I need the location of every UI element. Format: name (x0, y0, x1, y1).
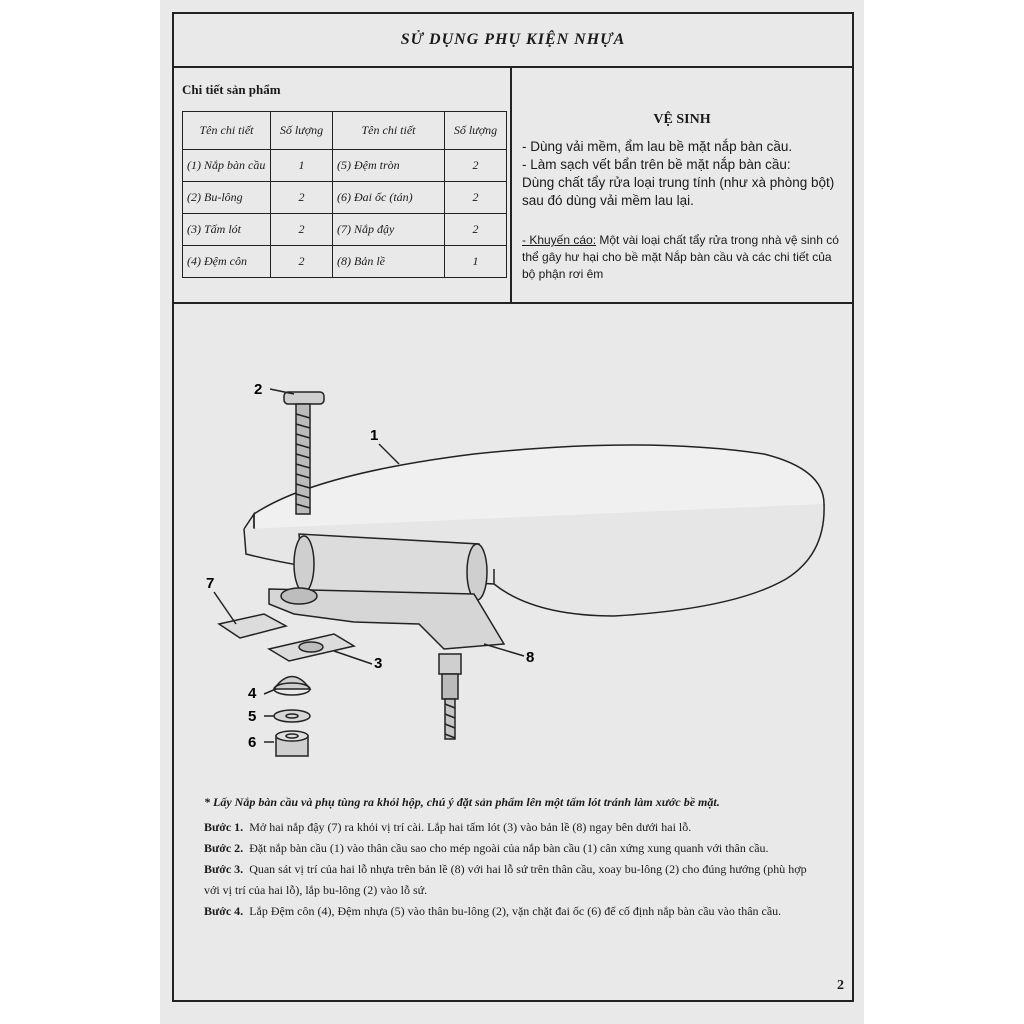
cleaning-warning (522, 232, 847, 283)
step-label: Bước 2. (204, 841, 244, 855)
page-title: SỬ DỤNG PHỤ KIỆN NHỰA (400, 31, 626, 48)
part-name: (8) Bản lề (333, 246, 445, 278)
step-text: Đặt nắp bàn cầu (1) vào thân cầu sao cho mép ngoài của nắp bàn cầu (1) cân xứng xung quanh với thân cầu. (249, 841, 769, 855)
warning-text: Một vài loại chất tẩy rửa trong nhà vệ sinh có thể gây hư hại cho bề mặt Nắp bàn cầu và các chi tiết của bộ phận rơi êm (522, 233, 839, 281)
step-text: Mở hai nắp đậy (7) ra khỏi vị trí cài. Lắp hai tấm lót (3) vào bản lề (8) ngay bên dưới hai lỗ. (249, 820, 692, 834)
instruction-step (204, 838, 824, 859)
cleaning-line: - Dùng vải mềm, ẩm lau bề mặt nắp bàn cầu. (522, 139, 793, 154)
step-label: Bước 1. (204, 820, 244, 834)
toilet-seat-exploded-view (174, 304, 852, 784)
part-quantity: 2 (445, 150, 507, 182)
cleaning-line: - Làm sạch vết bẩn trên bề mặt nắp bàn cầu: (522, 157, 791, 172)
product-details-title: Chi tiết sản phẩm (182, 82, 281, 97)
instruction-step (204, 901, 824, 922)
manual-page (172, 12, 854, 1002)
cleaning-title: VỆ SINH (653, 112, 711, 127)
part-name: (3) Tấm lót (183, 214, 271, 246)
part-quantity: 2 (445, 214, 507, 246)
instruction-step (204, 859, 824, 901)
cleaning-instructions (522, 138, 847, 210)
callout-label: 8 (526, 649, 535, 666)
callout-label: 4 (248, 685, 257, 702)
instruction-step (204, 817, 824, 838)
cleaning-panel (512, 68, 852, 302)
callout-label: 2 (254, 381, 263, 398)
part-name: (6) Đai ốc (tán) (333, 182, 445, 214)
callout-label: 6 (248, 734, 257, 751)
part-name: (5) Đệm tròn (333, 150, 445, 182)
table-row (183, 150, 507, 182)
part-quantity: 1 (445, 246, 507, 278)
part-quantity: 2 (271, 214, 333, 246)
assembly-diagram (174, 304, 852, 784)
callout-label: 7 (206, 575, 215, 592)
column-header: Số lượng (271, 112, 333, 150)
part-name: (2) Bu-lông (183, 182, 271, 214)
warning-label: - Khuyến cáo: (522, 233, 597, 247)
product-details-panel (174, 68, 512, 302)
step-label: Bước 3. (204, 862, 244, 876)
info-row (174, 68, 852, 304)
parts-table (182, 111, 507, 278)
part-quantity: 1 (271, 150, 333, 182)
part-quantity: 2 (271, 246, 333, 278)
page-header (174, 14, 852, 68)
table-row (183, 182, 507, 214)
part-name: (7) Nắp đậy (333, 214, 445, 246)
instruction-note: * Lấy Nắp bàn cầu và phụ tùng ra khỏi hộp, chú ý đặt sản phẩm lên một tấm lót tránh làm xước bề mặt. (204, 795, 720, 809)
page-number: 2 (837, 978, 844, 993)
table-row (183, 214, 507, 246)
column-header: Tên chi tiết (333, 112, 445, 150)
callout-label: 5 (248, 708, 257, 725)
part-quantity: 2 (445, 182, 507, 214)
callout-label: 1 (370, 427, 379, 444)
part-name: (1) Nắp bàn cầu (183, 150, 271, 182)
table-row (183, 246, 507, 278)
callout-label: 3 (374, 655, 383, 672)
step-text: Quan sát vị trí của hai lỗ nhựa trên bản lề (8) với hai lỗ sứ trên thân cầu, xoay bu-lông (2) cho đúng hướng (phù hợp với vị trí của hai lỗ), lắp bu-lông (2) vào lỗ sứ. (204, 862, 807, 897)
parts-table-header (183, 112, 507, 150)
step-label: Bước 4. (204, 904, 244, 918)
column-header: Tên chi tiết (183, 112, 271, 150)
part-quantity: 2 (271, 182, 333, 214)
part-name: (4) Đệm côn (183, 246, 271, 278)
assembly-instructions (204, 792, 824, 922)
cleaning-line: Dùng chất tẩy rửa loại trung tính (như xà phòng bột) sau đó dùng vải mềm lau lại. (522, 175, 835, 208)
column-header: Số lượng (445, 112, 507, 150)
step-text: Lắp Đệm côn (4), Đệm nhựa (5) vào thân bu-lông (2), vặn chặt đai ốc (6) để cố định nắp bàn cầu vào thân cầu. (249, 904, 782, 918)
